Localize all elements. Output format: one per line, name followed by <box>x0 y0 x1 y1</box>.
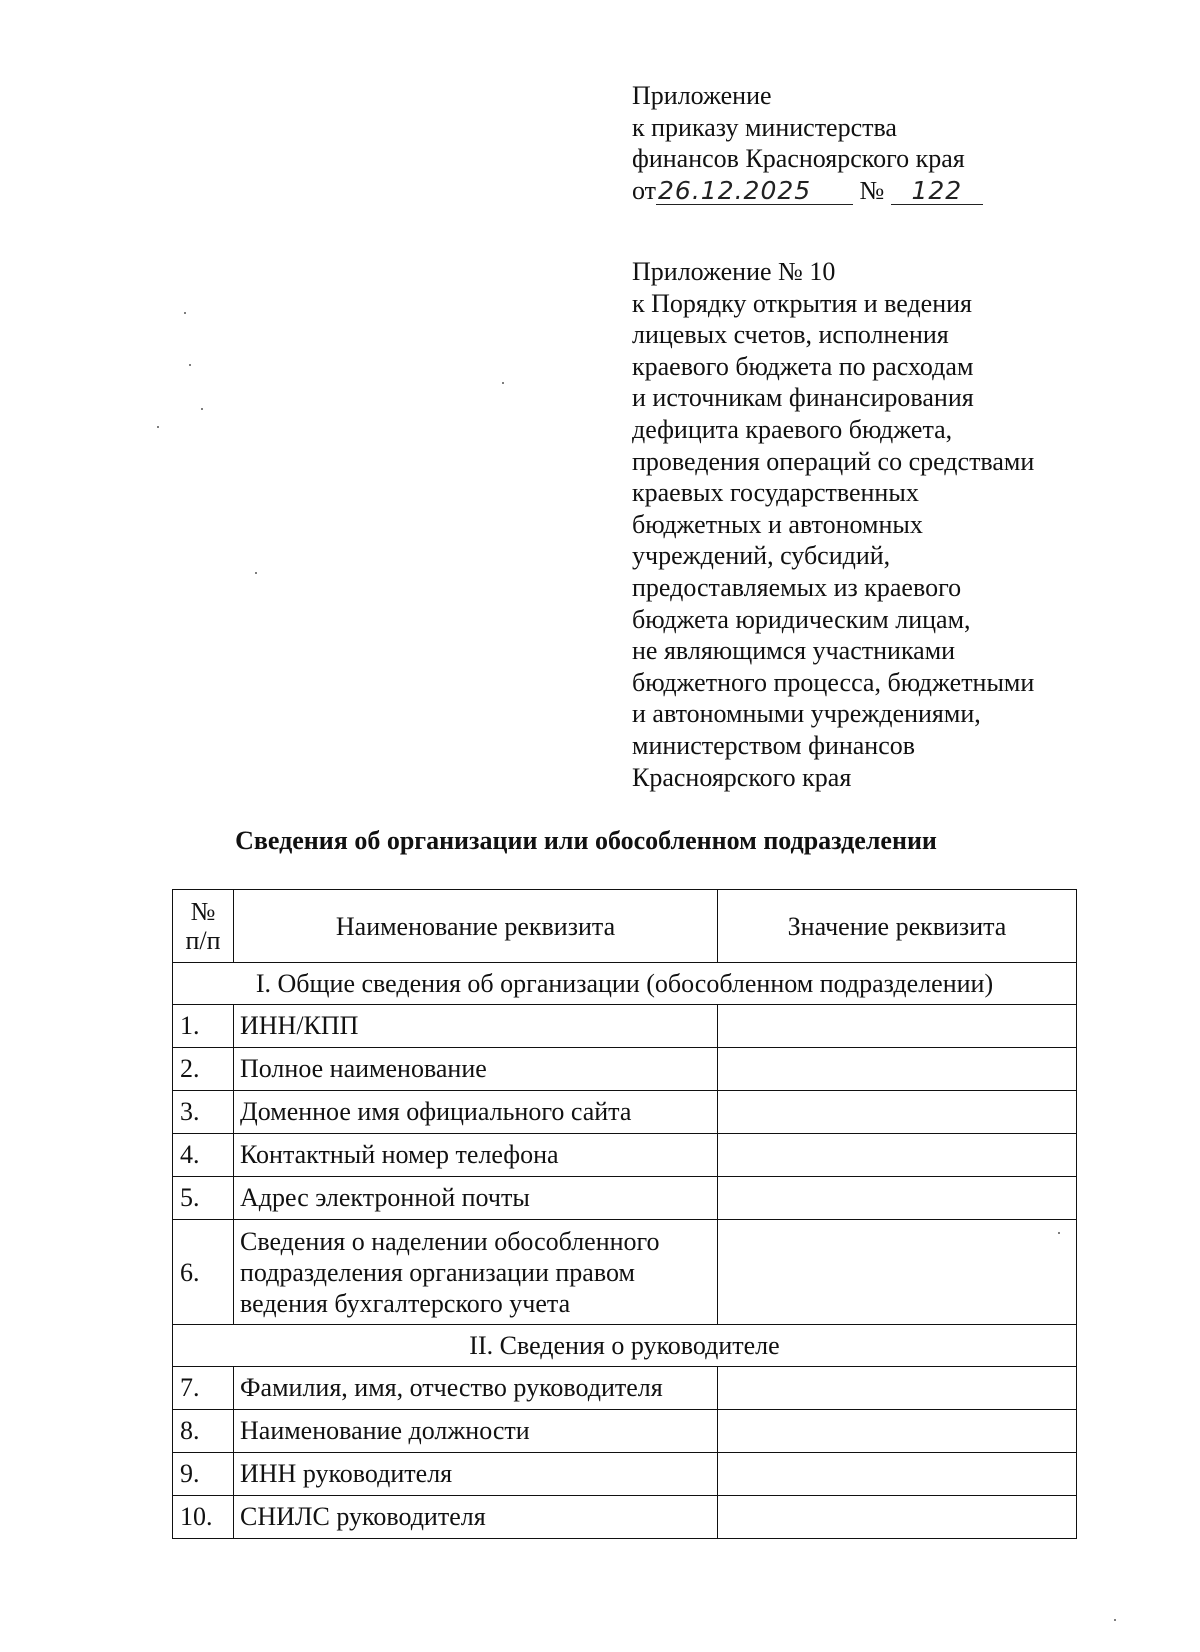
section-row-general <box>173 963 1077 1005</box>
requisite-name-line: ведения бухгалтерского учета <box>240 1288 571 1318</box>
header-requisite-name: Наименование реквизита <box>234 890 718 963</box>
row-number: 6. <box>173 1220 234 1325</box>
requisite-value <box>718 1410 1077 1453</box>
appendix10-line: не являющимся участниками <box>632 636 956 666</box>
requisite-value <box>718 1220 1077 1325</box>
document-title <box>0 826 1200 856</box>
order-date-line <box>632 175 1082 207</box>
appendix10-line: Красноярского края <box>632 762 852 792</box>
date-prefix: от <box>632 175 657 205</box>
appendix10-line: министерством финансов <box>632 730 916 760</box>
table-row <box>173 1005 1077 1048</box>
requisite-value <box>718 1453 1077 1496</box>
table-row <box>173 1496 1077 1539</box>
row-number: 4. <box>173 1134 234 1177</box>
handwritten-date: 26.12.2025 <box>656 178 853 205</box>
requisite-name <box>234 1220 718 1325</box>
row-number: 8. <box>173 1410 234 1453</box>
document-title-text: Сведения об организации или обособленном подразделении <box>235 826 937 855</box>
requisite-value <box>718 1091 1077 1134</box>
scan-speck <box>201 408 203 410</box>
row-number: 2. <box>173 1048 234 1091</box>
section-row-head <box>173 1325 1077 1367</box>
appendix10-line: бюджетного процесса, бюджетными <box>632 667 1035 697</box>
section-title: I. Общие сведения об организации (обособленном подразделении) <box>173 963 1077 1005</box>
requisite-name-line: Сведения о наделении обособленного <box>240 1226 660 1256</box>
requisite-value <box>718 1134 1077 1177</box>
requisite-name-line: подразделения организации правом <box>240 1257 635 1287</box>
appendix-label: Приложение <box>632 81 772 110</box>
scan-speck <box>157 426 159 428</box>
appendix10-line: Приложение № 10 <box>632 257 836 286</box>
requisites-table <box>172 889 1077 1539</box>
number-sign: № <box>859 175 885 205</box>
scan-speck <box>1114 1619 1116 1621</box>
appendix10-header <box>632 256 1102 793</box>
requisite-name: Адрес электронной почты <box>234 1177 718 1220</box>
requisite-name: Доменное имя официального сайта <box>234 1091 718 1134</box>
table-row <box>173 1453 1077 1496</box>
row-number: 10. <box>173 1496 234 1539</box>
header-num <box>173 890 234 963</box>
handwritten-order-number: 122 <box>891 178 983 205</box>
requisite-value <box>718 1177 1077 1220</box>
requisite-name: Контактный номер телефона <box>234 1134 718 1177</box>
row-number: 9. <box>173 1453 234 1496</box>
requisite-value <box>718 1005 1077 1048</box>
requisite-name: Наименование должности <box>234 1410 718 1453</box>
appendix10-line: к Порядку открытия и ведения <box>632 288 973 318</box>
row-number: 1. <box>173 1005 234 1048</box>
appendix10-line: бюджета юридическим лицам, <box>632 604 971 634</box>
scan-speck <box>502 382 504 384</box>
appendix10-line: дефицита краевого бюджета, <box>632 414 953 444</box>
table-row <box>173 1410 1077 1453</box>
appendix10-line: предоставляемых из краевого <box>632 572 962 602</box>
requisite-name: СНИЛС руководителя <box>234 1496 718 1539</box>
scan-speck <box>189 364 191 366</box>
appendix10-line: краевого бюджета по расходам <box>632 351 974 381</box>
order-reference: к приказу министерства <box>632 112 897 142</box>
appendix10-line: бюджетных и автономных <box>632 509 923 539</box>
header-num-line1: № <box>190 897 216 926</box>
appendix10-line: и источникам финансирования <box>632 383 974 413</box>
appendix10-line: и автономными учреждениями, <box>632 699 981 729</box>
appendix10-line: лицевых счетов, исполнения <box>632 320 949 350</box>
requisite-name: Фамилия, имя, отчество руководителя <box>234 1367 718 1410</box>
requisite-name: Полное наименование <box>234 1048 718 1091</box>
requisite-value <box>718 1367 1077 1410</box>
appendix10-line: учреждений, субсидий, <box>632 541 891 571</box>
table-row <box>173 1091 1077 1134</box>
table-row <box>173 1134 1077 1177</box>
requisite-name: ИНН/КПП <box>234 1005 718 1048</box>
table-row <box>173 1048 1077 1091</box>
table-header-row <box>173 890 1077 963</box>
appendix10-line: краевых государственных <box>632 478 919 508</box>
requisite-name: ИНН руководителя <box>234 1453 718 1496</box>
row-number: 7. <box>173 1367 234 1410</box>
header-requisite-value: Значение реквизита <box>718 890 1077 963</box>
header-num-line2: п/п <box>185 926 221 955</box>
appendix10-line: проведения операций со средствами <box>632 446 1035 476</box>
row-number: 3. <box>173 1091 234 1134</box>
requisite-value <box>718 1048 1077 1091</box>
table-row <box>173 1367 1077 1410</box>
row-number: 5. <box>173 1177 234 1220</box>
scan-speck <box>1058 1232 1060 1234</box>
scan-speck <box>184 312 186 314</box>
section-title: II. Сведения о руководителе <box>173 1325 1077 1367</box>
table-row <box>173 1220 1077 1325</box>
requisite-value <box>718 1496 1077 1539</box>
order-appendix-header <box>632 80 1082 206</box>
scan-speck <box>255 572 257 574</box>
table-row <box>173 1177 1077 1220</box>
ministry-name: финансов Красноярского края <box>632 144 965 173</box>
